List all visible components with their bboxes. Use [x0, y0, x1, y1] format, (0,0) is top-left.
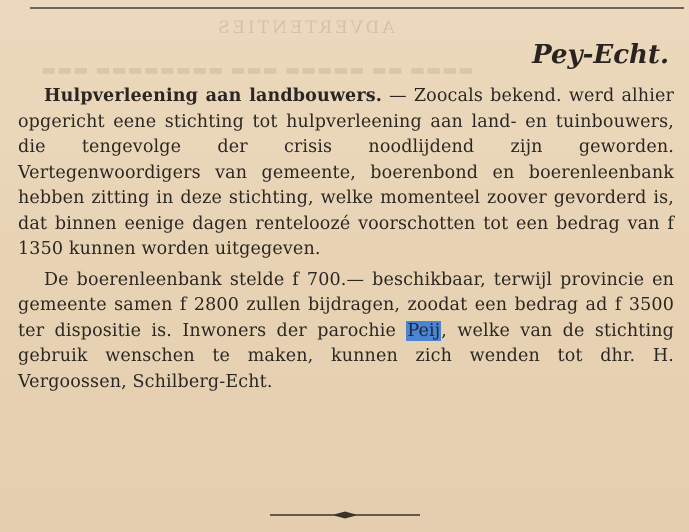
- article-paragraph-2: [18, 268, 674, 396]
- article-paragraph-1: [18, 84, 674, 263]
- run-in-title: Hulpverleening aan landbouwers.: [44, 86, 382, 106]
- em-dash: —: [381, 86, 414, 106]
- paragraph-2-text-after: , welke van de stichting gebruik wenschen te maken, kunnen zich wenden tot dhr. H. Vergoossen, Schilberg-Echt.: [18, 320, 674, 392]
- end-ornament-rule: [270, 510, 420, 520]
- bleed-through-text: ADVERTENTIES: [215, 18, 395, 38]
- article-body: [18, 84, 674, 395]
- search-highlight[interactable]: Peij: [407, 320, 441, 341]
- paragraph-1-text: Zoocals bekend. werd alhier opgericht eene stichting tot hulpverleening aan land- en tuinbouwers, die tengevolge der crisis noodlijdend zijn geworden. Vertegenwoordigers van gemeente, boerenbond en boerenleenbank hebben zitting in deze stichting, welke momenteel zoover gevorderd is, dat binnen eenige dagen renteloozé voorschotten tot een bedrag van f 1350 kunnen worden uitgegeven.: [18, 86, 674, 259]
- bleed-through-text-secondary: ▬▬▬▬ ▬▬ ▬▬▬▬▬ ▬▬▬ ▬▬▬▬▬▬▬▬ ▬▬▬: [40, 60, 474, 79]
- paragraph-2-text-before: De boerenleenbank stelde f 700.— beschikbaar, terwijl provincie en gemeente samen f 2800 zullen bijdragen, zoodat een bedrag ad f 3500 ter dispositie is. Inwoners der parochie: [18, 269, 674, 341]
- section-heading: Pey-Echt.: [532, 40, 669, 70]
- top-column-rule: [30, 7, 684, 9]
